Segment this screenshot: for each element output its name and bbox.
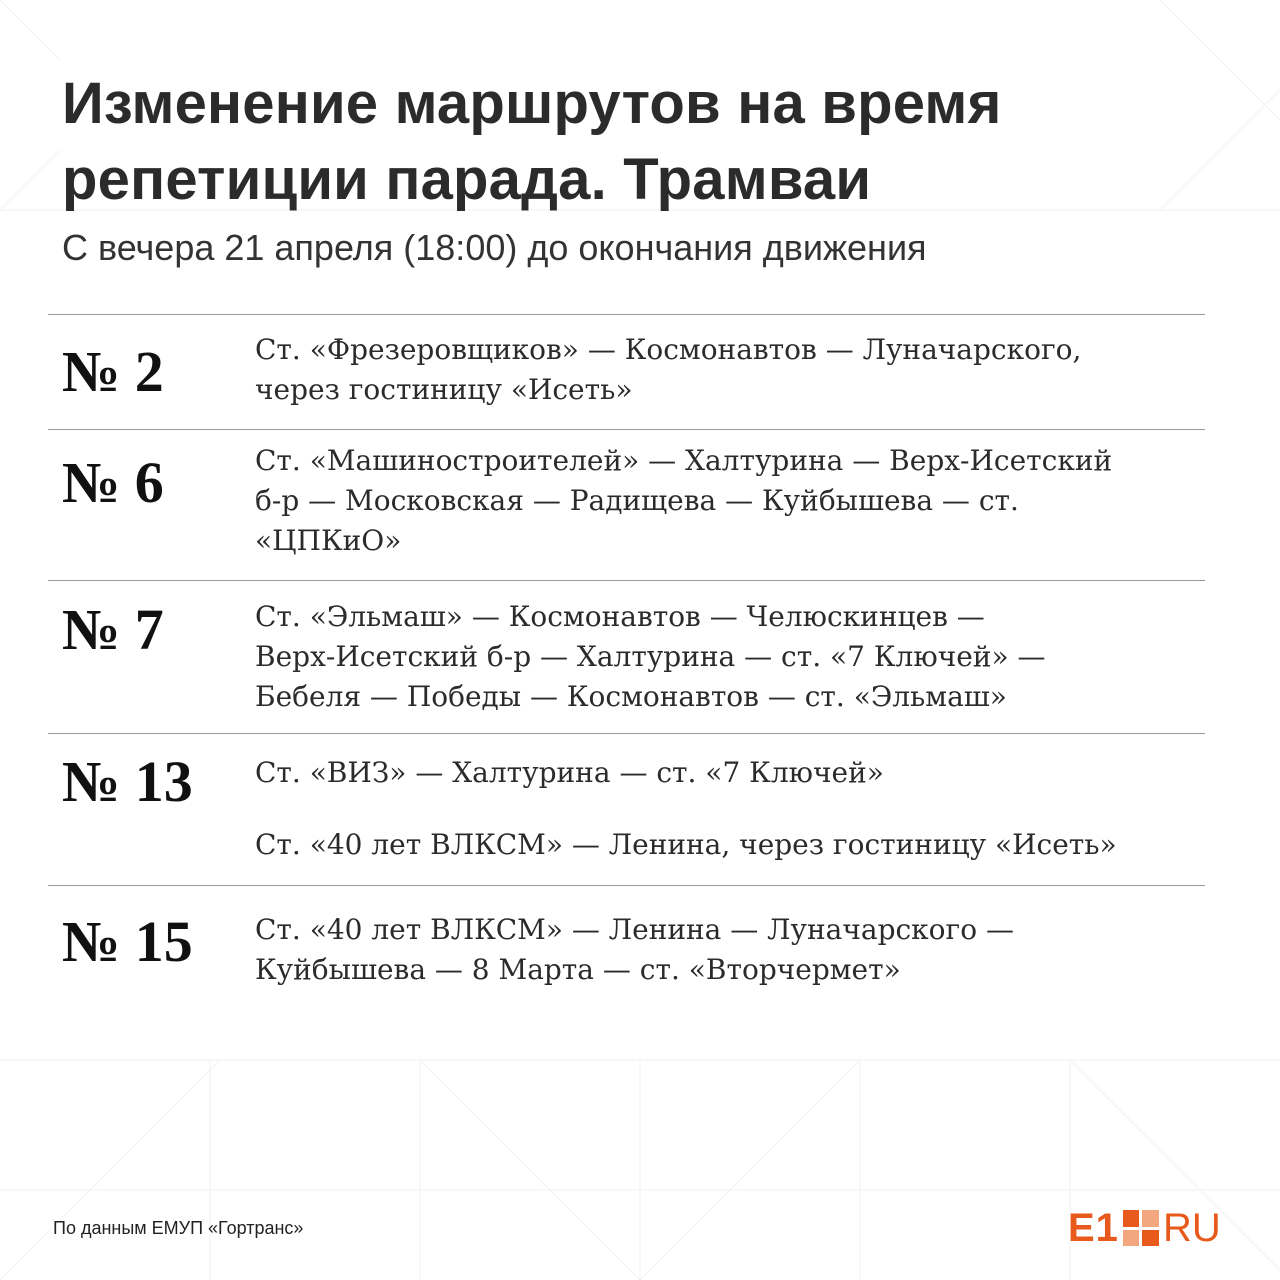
route-line: «ЦПКиО»: [255, 524, 402, 557]
source-note: По данным ЕМУП «Гортранс»: [53, 1218, 304, 1238]
route-description: [255, 910, 1175, 990]
route-number: № 2: [62, 339, 164, 404]
route-number: № 13: [62, 749, 193, 814]
route-description: [255, 441, 1175, 561]
route-description: [255, 330, 1175, 410]
route-line: Ст. «Машиностроителей» — Халтурина — Верх-Исетский: [255, 444, 1113, 477]
page-title: [62, 66, 1162, 218]
title-line-1: Изменение маршрутов на время: [62, 71, 1002, 136]
logo-ru-text: RU: [1162, 1206, 1221, 1250]
route-description: [255, 597, 1175, 717]
divider: [48, 314, 1205, 315]
route-line: Ст. «Эльмаш» — Космонавтов — Челюскинцев —: [255, 600, 985, 633]
route-line: Ст. «40 лет ВЛКСМ» — Ленина — Луначарского —: [255, 913, 1014, 946]
route-variant: Ст. «ВИЗ» — Халтурина — ст. «7 Ключей»: [255, 756, 884, 789]
route-number: № 15: [62, 909, 193, 974]
route-variant: Ст. «40 лет ВЛКСМ» — Ленина, через гостиницу «Исеть»: [255, 828, 1117, 861]
divider: [48, 580, 1205, 581]
route-line: Верх-Исетский б-р — Халтурина — ст. «7 Ключей» —: [255, 640, 1046, 673]
route-line: Бебеля — Победы — Космонавтов — ст. «Эльмаш»: [255, 680, 1007, 713]
divider: [48, 733, 1205, 734]
route-line: через гостиницу «Исеть»: [255, 373, 633, 406]
route-line: Ст. «Фрезеровщиков» — Космонавтов — Луначарского,: [255, 333, 1082, 366]
page-subtitle: С вечера 21 апреля (18:00) до окончания движения: [62, 227, 927, 268]
route-description: [255, 753, 1175, 865]
logo-e1-text: E1: [1068, 1206, 1119, 1250]
route-line: б-р — Московская — Радищева — Куйбышева — ст.: [255, 484, 1019, 517]
route-number: № 7: [62, 597, 164, 662]
route-line: Куйбышева — 8 Марта — ст. «Вторчермет»: [255, 953, 901, 986]
divider: [48, 885, 1205, 886]
e1-logo: [1068, 1208, 1221, 1248]
divider: [48, 429, 1205, 430]
route-number: № 6: [62, 450, 164, 515]
logo-square-icon: [1123, 1210, 1159, 1246]
title-line-2: репетиции парада. Трамваи: [62, 147, 872, 212]
